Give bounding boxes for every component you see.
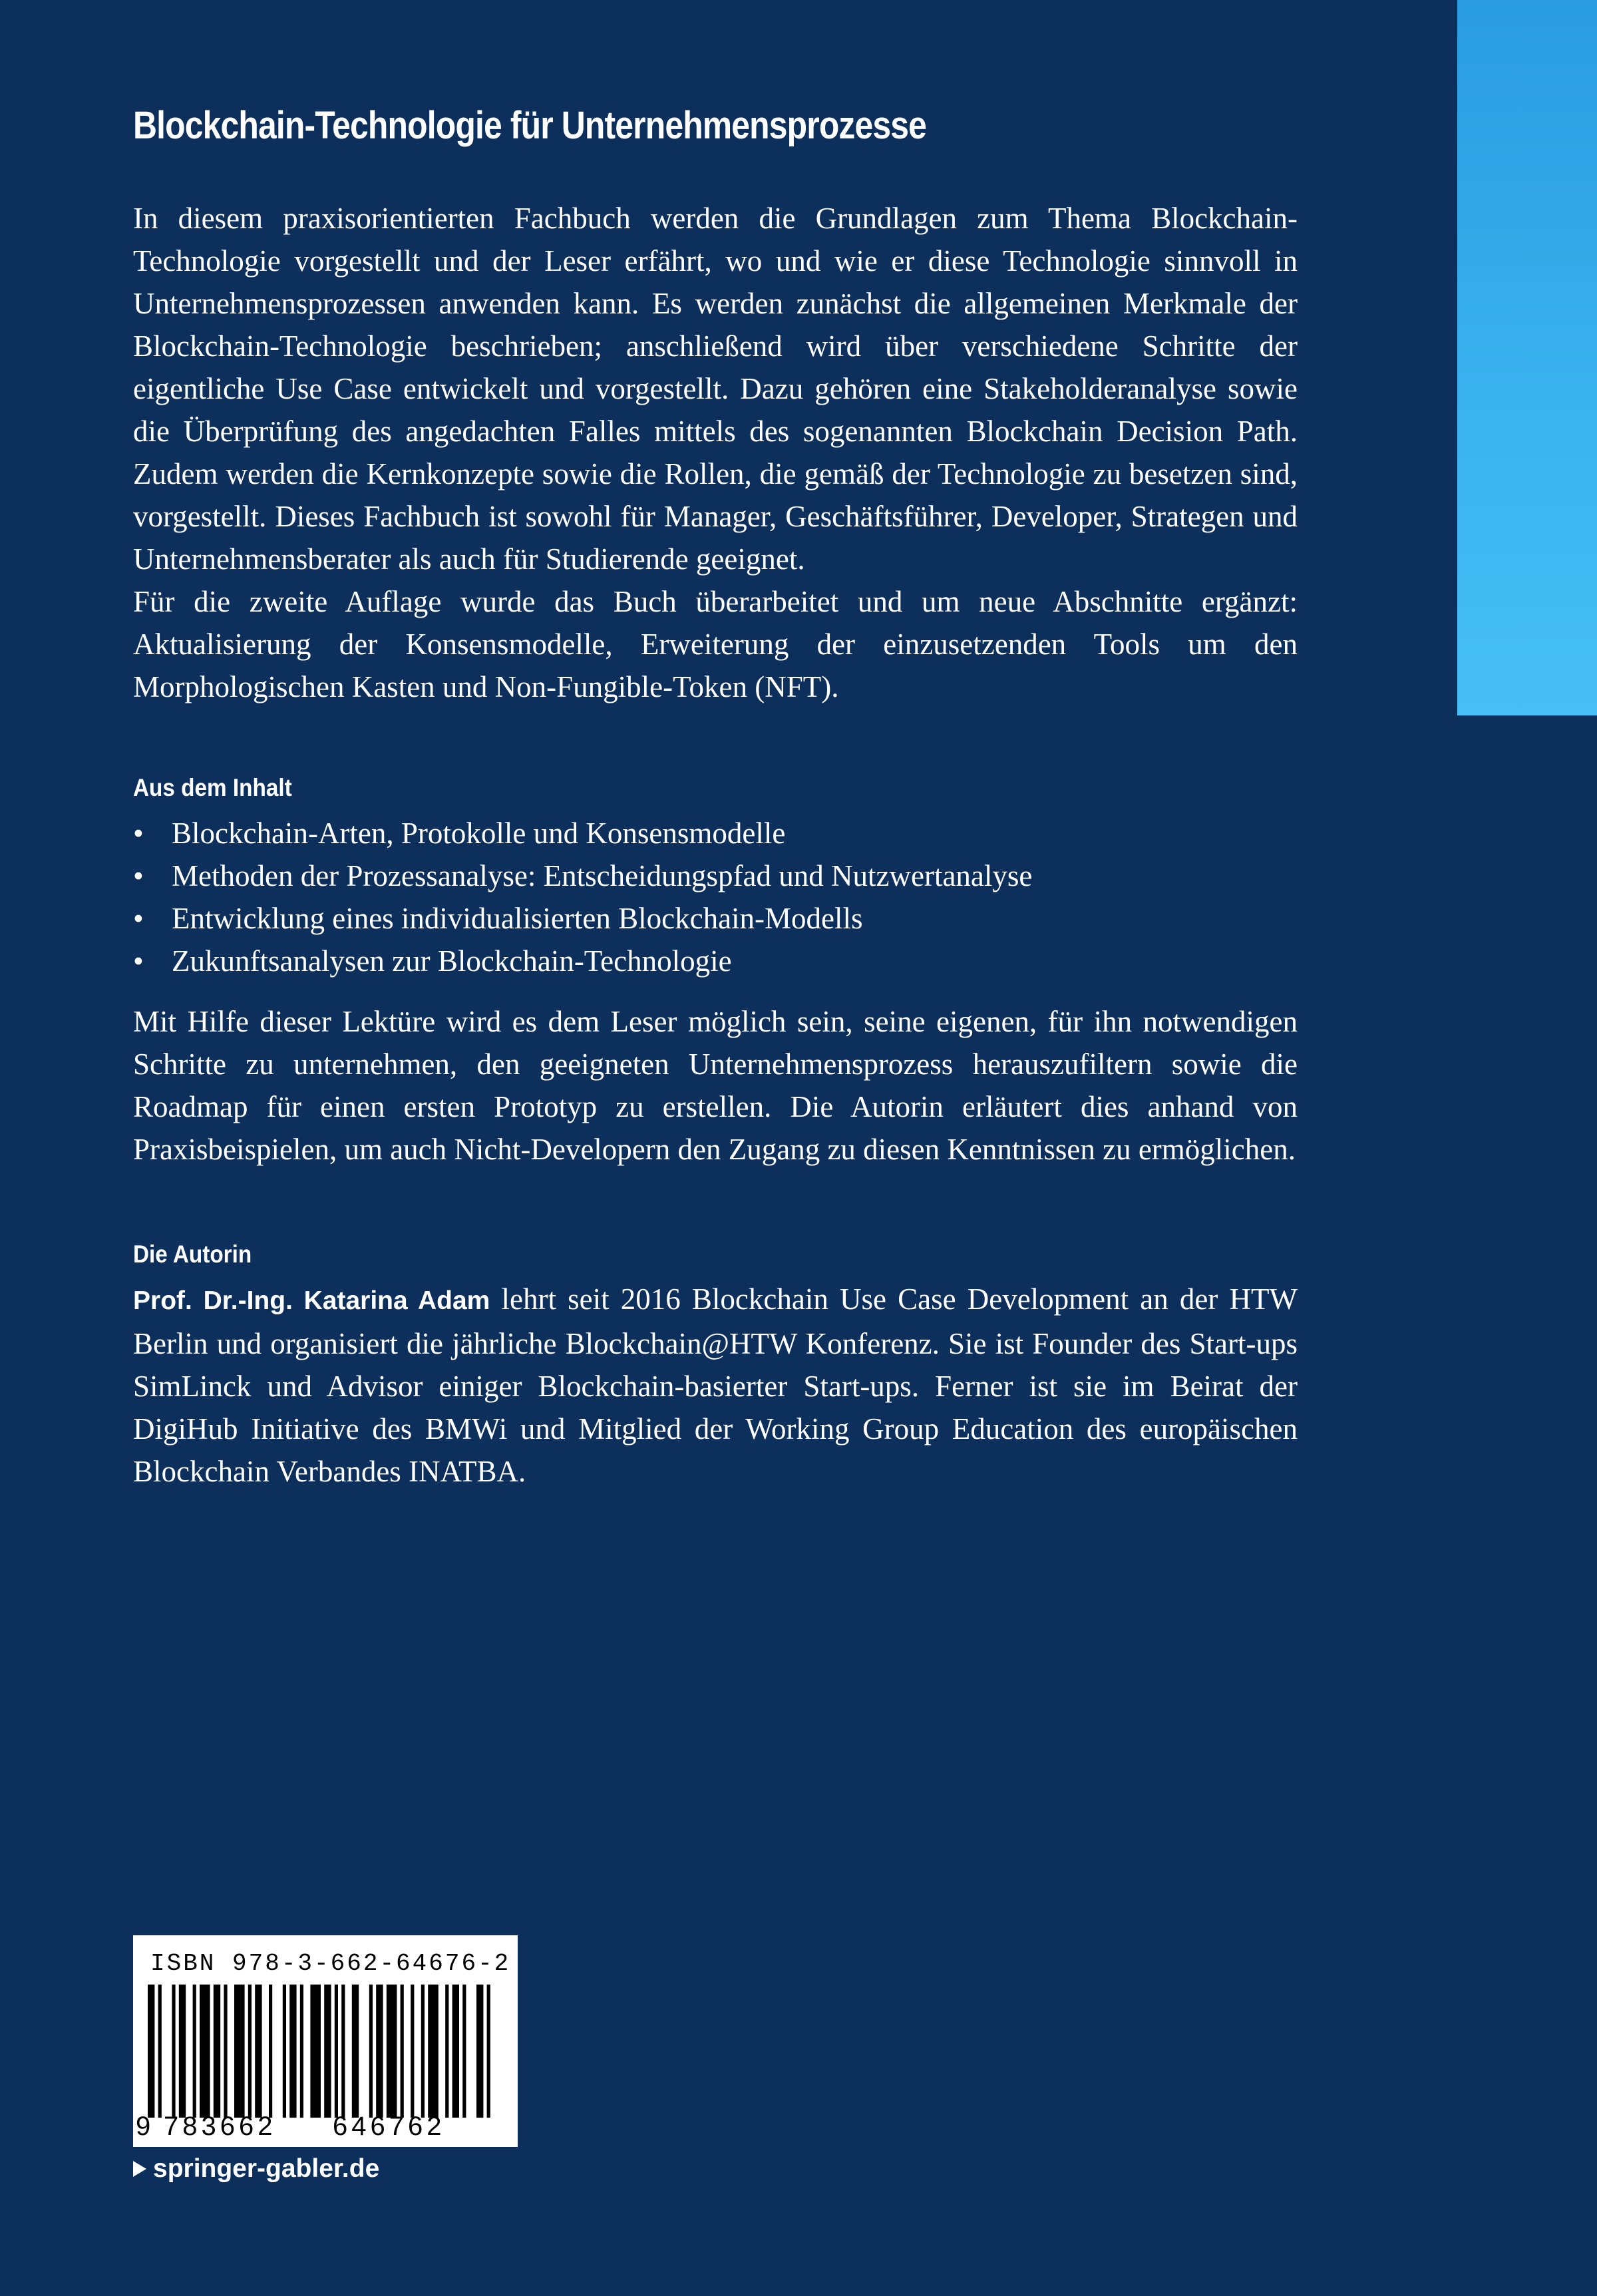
description-paragraph-1: In diesem praxisorientierten Fachbuch werden die Grundlagen zum Thema Blockchain-Technologie vorgestellt und der Leser erfährt, wo und wie er diese Technologie sinnvoll in Unternehmensprozessen anwenden kann. Es werden zunächst die allgemeinen Merkmale der Blockchain-Technologie beschrieben; anschließend wird über verschiedene Schritte der eigentliche Use Case entwickelt und vorgestellt. Dazu gehören eine Stakeholderanalyse sowie die Überprüfung des angedachten Falles mittels des sogenannten Blockchain Decision Path. Zudem werden die Kernkonzepte sowie die Rollen, die gemäß der Technologie zu besetzen sind, vorgestellt. Dieses Fachbuch ist sowohl für Manager, Geschäftsführer, Developer, Strategen und Unternehmensberater als auch für Studierende geeignet.	[133, 202, 1298, 576]
isbn-barcode	[133, 1935, 518, 2147]
author-name: Prof. Dr.-Ing. Katarina Adam	[133, 1286, 490, 1315]
barcode-bar	[428, 1985, 439, 2118]
barcode-bar	[324, 1985, 331, 2118]
description-paragraph-2: Für die zweite Auflage wurde das Buch überarbeitet und um neue Abschnitte ergänzt: Aktualisierung der Konsensmodelle, Erweiterung der einzusetzenden Tools um den Morphologischen Kasten und Non-Fungible-Token (NFT).	[133, 585, 1298, 703]
barcode-bar	[310, 1985, 321, 2118]
barcode-bar	[289, 1985, 296, 2118]
barcode-bar	[387, 1985, 397, 2118]
book-title: Blockchain-Technologie für Unternehmensprozesse	[133, 104, 927, 147]
barcode-icon	[148, 1985, 503, 2118]
barcode-bar	[179, 1985, 186, 2118]
closing-paragraph	[133, 1000, 1298, 1171]
barcode-bar	[224, 1985, 227, 2118]
barcode-bar	[445, 1985, 448, 2118]
barcode-bar	[158, 1985, 162, 2118]
list-item	[133, 940, 1298, 982]
list-item-text: Zukunftsanalysen zur Blockchain-Technologie	[172, 944, 732, 978]
barcode-bar	[234, 1985, 245, 2118]
barcode-bar	[269, 1985, 272, 2118]
list-item-text: Methoden der Prozessanalyse: Entscheidungspfad und Nutzwertanalyse	[172, 859, 1033, 892]
isbn-label: ISBN 978-3-662-64676-2	[150, 1950, 511, 1977]
barcode-bar	[421, 1985, 425, 2118]
barcode-bar	[255, 1985, 262, 2118]
barcode-bar	[401, 1985, 404, 2118]
barcode-bar	[411, 1985, 414, 2118]
list-item-text: Entwicklung eines individualisierten Blockchain-Modells	[172, 902, 863, 935]
author-bio	[133, 1278, 1298, 1493]
barcode-digits-right: 646762	[333, 2112, 446, 2141]
barcode-bar	[300, 1985, 303, 2118]
list-item	[133, 897, 1298, 940]
barcode-bar	[462, 1985, 466, 2118]
list-item-text: Blockchain-Arten, Protokolle und Konsensmodelle	[172, 817, 786, 850]
barcode-bar	[376, 1985, 383, 2118]
barcode-bar	[214, 1985, 220, 2118]
bullet-icon: •	[133, 902, 144, 935]
barcode-bar	[248, 1985, 252, 2118]
barcode-bar	[352, 1985, 359, 2118]
barcode-bar	[369, 1985, 373, 2118]
publisher-url: springer-gabler.de	[153, 2154, 380, 2183]
barcode-bar	[341, 1985, 345, 2118]
barcode-bar	[476, 1985, 483, 2118]
author-bio-body: lehrt seit 2016 Blockchain Use Case Development an der HTW Berlin und organisiert die jährliche Blockchain@HTW Konferenz. Sie ist Founder des Start-ups SimLinck und Advisor einiger Blockchain-basierter Start-ups. Ferner ist sie im Beirat der DigiHub Initiative des BMWi und Mitglied der Working Group Education des europäischen Blockchain Verbandes INATBA.	[133, 1282, 1298, 1488]
barcode-bar	[193, 1985, 196, 2118]
barcode-bar	[172, 1985, 175, 2118]
play-arrow-icon	[133, 2161, 146, 2177]
barcode-bar	[335, 1985, 338, 2118]
barcode-bar	[200, 1985, 210, 2118]
author-bio-text	[133, 1278, 1298, 1493]
description	[133, 197, 1298, 708]
barcode-bar	[283, 1985, 286, 2118]
contents-heading: Aus dem Inhalt	[133, 774, 292, 801]
bullet-icon: •	[133, 944, 144, 978]
list-item	[133, 812, 1298, 855]
barcode-bar	[148, 1985, 154, 2118]
publisher-link[interactable]	[133, 2154, 379, 2184]
barcode-bar	[487, 1985, 490, 2118]
bullet-icon: •	[133, 817, 144, 850]
accent-bar	[1457, 0, 1597, 715]
contents-list	[133, 812, 1298, 982]
author-heading: Die Autorin	[133, 1241, 252, 1268]
list-item	[133, 855, 1298, 897]
barcode-digit-lead: 9	[136, 2112, 151, 2141]
closing-text: Mit Hilfe dieser Lektüre wird es dem Leser möglich sein, seine eigenen, für ihn notwendigen Schritte zu unternehmen, den geeigneten Unternehmensprozess herauszufiltern sowie die Roadmap für einen ersten Prototyp zu erstellen. Die Autorin erläutert dies anhand von Praxisbeispielen, um auch Nicht-Developern den Zugang zu diesen Kenntnissen zu ermöglichen.	[133, 1005, 1298, 1166]
barcode-digits-left: 783662	[164, 2112, 277, 2141]
barcode-bar	[452, 1985, 459, 2118]
bullet-icon: •	[133, 859, 144, 892]
